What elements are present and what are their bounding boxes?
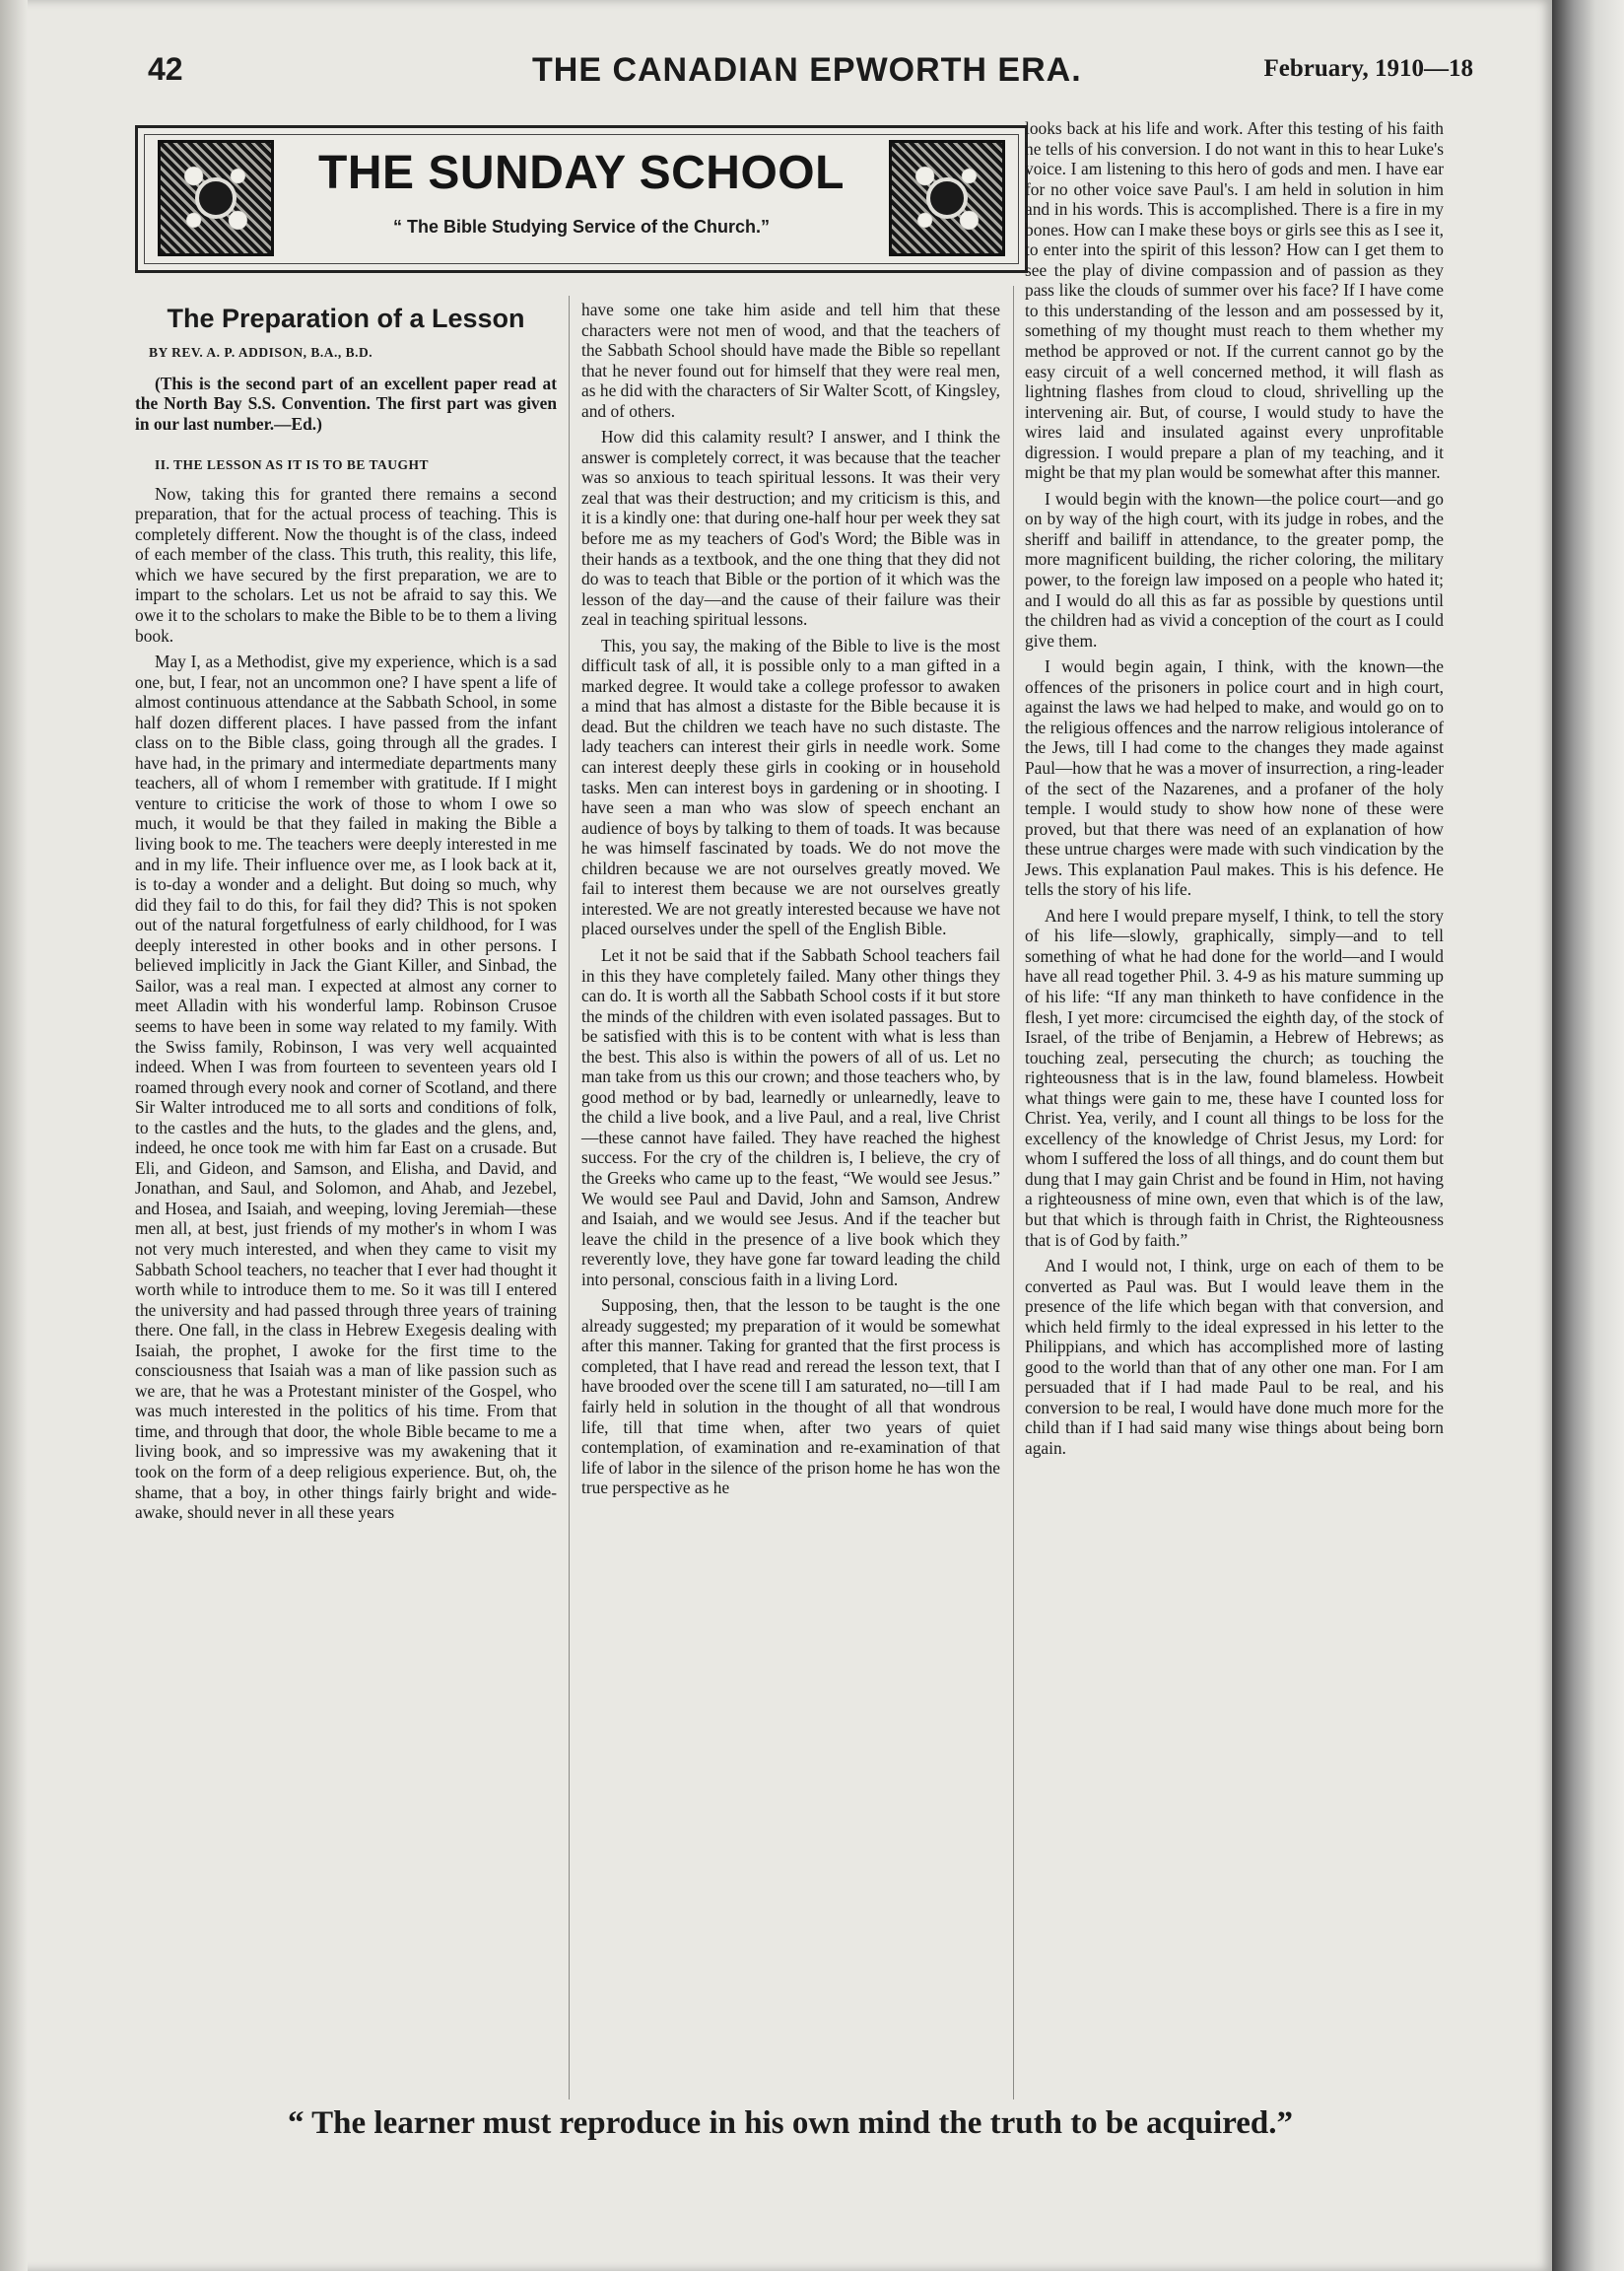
- paragraph: Supposing, then, that the lesson to be taught is the one already suggested; my preparation of it would be somewhat after this manner. Taking for granted that the first process is completed, that I have read and reread the lesson text, that I have brooded over the scene till I am saturated, no—till I am fairly held in solution in the thought of all that wondrous life, till that time when, after two years of quiet contemplation, of examination and re-examination of that life of labor in the silence of the prison home he has won the true perspective as he: [581, 1295, 1000, 1498]
- article-column-3: [1025, 118, 1444, 1459]
- paragraph: And I would not, I think, urge on each of them to be converted as Paul was. But I would leave them in the presence of the life which began with that conversion, and which held firmly to the ideal expressed in his letter to the Philippians, and which has accomplished more of lasting good to the world than that of any other one man. For I am persuaded that if I had made Paul to be real, and his conversion to be real, I would have done much more for the child than if I had said many wise things about being born again.: [1025, 1256, 1444, 1458]
- editor-note: (This is the second part of an excellent paper read at the North Bay S.S. Convention. The first part was given in our last number.—Ed.): [135, 373, 557, 434]
- issue-date: February, 1910—18: [1263, 55, 1473, 82]
- paragraph: And here I would prepare myself, I think, to tell the story of his life—slowly, graphically, simply—and to tell something of what he had done for the world—and I would have all read together Phil. 3. 4-9 as his mature summing up of his life: “If any man thinketh to have confidence in the flesh, I yet more: circumcised the eighth day, of the stock of Israel, of the tribe of Benjamin, a Hebrew of Hebrews; as touching zeal, persecuting the church; as touching the righteousness that is in the law, found blameless. Howbeit what things were gain to me, these have I counted loss for Christ. Yea, verily, and I count all things to be loss for the excellency of the knowledge of Christ Jesus, my Lord: for whom I suffered the loss of all things, and do count them but dung that I may gain Christ and be found in Him, not having a righteousness of mine own, even that which is of the law, but that which is through faith in Christ, the Righteousness that is of God by faith.”: [1025, 905, 1444, 1250]
- col1-body: [135, 484, 557, 1523]
- article-byline: BY REV. A. P. ADDISON, B.A., B.D.: [149, 345, 373, 360]
- col3-body: [1025, 118, 1444, 1459]
- paragraph: This, you say, the making of the Bible to live is the most difficult task of all, it is possible only to a man gifted in a marked degree. It would take a college professor to awaken a mind that has almost a distaste for the Bible because it is dead. But the children we teach have no such distaste. The lady teachers can interest their girls in needle work. Some can interest deeply these girls in cooking or in household tasks. Men can interest boys in gardening or in shooting. I have seen a man who was slow of speech enchant an audience of boys by talking to them of toads. It was because he was himself fascinated by toads. We do not move the children because we are not ourselves greatly moved. We fail to interest them because we are not ourselves greatly interested. We are not greatly interested because we have not placed ourselves under the spell of the English Bible.: [581, 635, 1000, 939]
- ornament-left-icon: [158, 140, 274, 256]
- running-head: [148, 51, 1473, 91]
- article-column-2: [581, 300, 1000, 1498]
- paragraph: Now, taking this for granted there remains a second preparation, that for the actual process of teaching. This is completely different. Now the thought is of the class, indeed of each member of the class. This truth, this reality, this life, which we have secured by the first preparation, we are to impart to the scholars. Let us not be afraid to say this. We owe it to the scholars to make the Bible to be to them a living book.: [135, 483, 557, 646]
- section-subtitle: “ The Bible Studying Service of the Church.”: [392, 217, 771, 237]
- article-column-1: [135, 296, 557, 1523]
- column-rule: [1013, 286, 1014, 2099]
- paragraph: have some one take him aside and tell him that these characters were not men of wood, and that the teachers of the Sabbath School should have made the Bible so repellant that he never found out for himself that they were real men, as he did with the characters of Sir Walter Scott, of Kingsley, and of others.: [581, 300, 1000, 421]
- paragraph: I would begin with the known—the police court—and go on by way of the high court, with its judge in robes, and the sheriff and bailiff in attendance, to the greater pomp, the more magnificent building, the richer coloring, the military power, to the foreign law imposed on a people who hated it; and I would do all this as far as possible by questions until the children had as vivid a conception of the court as I could give them.: [1025, 488, 1444, 651]
- facing-page-edge: [1552, 0, 1624, 2271]
- pull-quote: “ The learner must reproduce in his own mind the truth to be acquired.”: [287, 2105, 1294, 2141]
- paragraph: May I, as a Methodist, give my experience, which is a sad one, but, I fear, not an uncommon one? I have spent a life of almost continuous attendance at the Sabbath School, in some half dozen different places. I have passed from the infant class on to the Bible class, going through all the grades. I have had, in the primary and intermediate departments many teachers, all of whom I remember with gratitude. If I might venture to criticise the work of those to whom I owe so much, it would be that they failed in making the Bible a living book to me. The teachers were deeply interested in me and in my life. Their influence over me, as I look back at it, is to-day a wonder and a delight. But doing so much, why did they fail to do this, for fail they did? This is not spoken out of the natural forgetfulness of early childhood, for I was deeply interested in other books and in other persons. I believed implicitly in Jack the Giant Killer, and Sinbad, the Sailor, was a real man. I expected at almost any corner to meet Alladin with his wonderful lamp. Robinson Crusoe seems to have been in some way related to my family. With the Swiss family, Robinson, I was very well acquainted indeed. When I was from fourteen to seventeen years old I roamed through every nook and corner of Scotland, and there Sir Walter introduced me to all sorts and conditions of folk, to the castles and the huts, to the glades and the glens, and, indeed, he once took me with him far East on a crusade. But Eli, and Gideon, and Samson, and Elisha, and David, and Jonathan, and Saul, and Solomon, and Ahab, and Jezebel, and Hosea, and Isaiah, and weeping, loving Jeremiah—these men all, at best, just friends of my mother's in whom I was not very much interested, and when they came to visit my Sabbath School teachers, no teacher that I ever had thought it worth while to introduce them to me. So it was till I entered the university and had passed through three years of training there. One fall, in the class in Hebrew Exegesis dealing with Isaiah, the prophet, I awoke for the first time to the consciousness that Isaiah was a man of like passion such as we are, that he was a Protestant minister of the Gospel, who was much interested in the politics of his time. From that time, and through that door, the whole Bible became to me a living book, and so impressive was my awakening that it took on the form of a deep religious experience. But, oh, the shame, that a boy, in other things fairly bright and wide-awake, should never in all these years: [135, 652, 557, 1523]
- paragraph: I would begin again, I think, with the known—the offences of the prisoners in police court and in high court, against the laws we had helped to make, and would go on to the religious offences and the narrow religious intolerance of the Jews, till I had come to the changes they made against Paul—how that he was a mover of insurrection, a ring-leader of the sect of the Nazarenes, and a profaner of the holy temple. I would study to show how none of these were proved, but that there was need of an explanation of how these untrue charges were made with such vindication by the Jews. This explanation Paul makes. This is his defence. He tells the story of his life.: [1025, 656, 1444, 900]
- page-number: 42: [148, 51, 183, 87]
- magazine-title: THE CANADIAN EPWORTH ERA.: [532, 51, 1082, 89]
- article-title: The Preparation of a Lesson: [167, 304, 525, 333]
- section-heading: II. THE LESSON AS IT IS TO BE TAUGHT: [155, 457, 430, 473]
- section-title: THE SUNDAY SCHOOL: [318, 147, 845, 199]
- paragraph: How did this calamity result? I answer, and I think the answer is completely correct, it was because that the teacher was so anxious to teach spiritual lessons. It was their very zeal that was their destruction; and my criticism is this, and it is a kindly one: that during one-half hour per week they sat before me as my teachers of God's Word; the Bible was in their hands as a textbook, and the one thing that they did not do was to teach that Bible or the portion of it which was the lesson of the day—and the cause of their failure was their zeal in teaching spiritual lessons.: [581, 427, 1000, 630]
- paragraph: looks back at his life and work. After this testing of his faith he tells of his conversion. I do not want in this to hear Luke's voice. I am listening to this hero of gods and men. I have ear for no other voice save Paul's. I am held in solution in him and in his words. This is accomplished. There is a fire in my bones. How can I make these boys or girls see this as I see it, to enter into the spirit of this lesson? How can I get them to see the play of divine compassion and of passion as they pass like the clouds of summer over his face? If I have come to this understanding of the lesson and am possessed by it, something of my thought must reach to them whether my method be approved or not. If the current cannot go by the easy circuit of a well concerned method, it will flash as lightning flashes from cloud to cloud, shrivelling up the intervening air. But, of course, I would study to have the wires laid and insulated against every unprofitable digression. I would prepare a plan of my teaching, and it might be that my plan would be somewhat after this manner.: [1025, 118, 1445, 483]
- section-banner: [135, 125, 1028, 273]
- column-rule: [569, 296, 570, 2099]
- col2-body: [581, 300, 1000, 1498]
- ornament-right-icon: [889, 140, 1005, 256]
- paragraph: Let it not be said that if the Sabbath School teachers fail in this they have completely failed. Many other things they can do. It is worth all the Sabbath School costs if it but store the minds of the children with even isolated passages. But to be satisfied with this is to be content with what is less than the best. This also is within the powers of all of us. Let no man take from us this our crown; and those teachers who, by good method or by bad, learnedly or unlearnedly, leave to the child a live book, and a live Paul, and a real, live Christ—these cannot have failed. They have reached the highest success. For the cry of the children is, I believe, the cry of the Greeks who came up to the feast, “We would see Jesus.” We would see Paul and David, John and Samson, Andrew and Isaiah, and we would see Jesus. And if the teacher but leave the child in the presence of a live book which they reverently love, they have gone far toward leading the child into personal, conscious faith in a living Lord.: [581, 944, 1000, 1289]
